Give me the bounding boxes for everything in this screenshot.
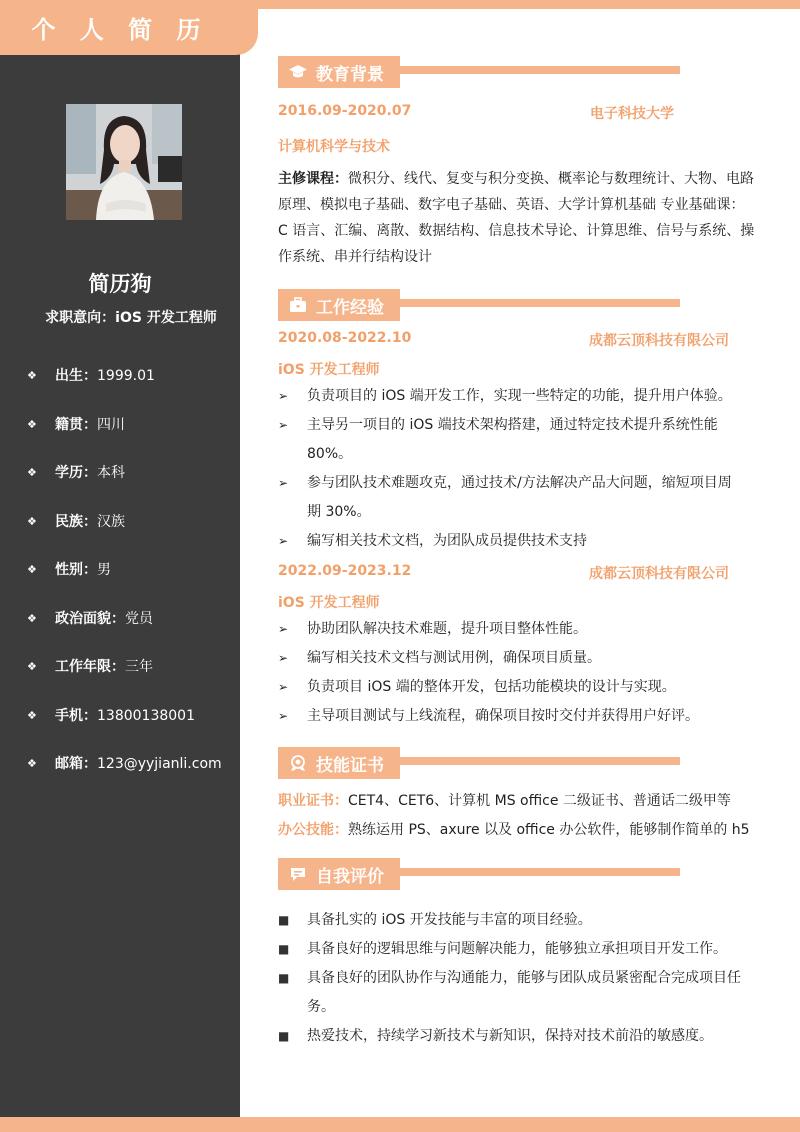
arrow-bullet-icon: ➢ [278, 418, 289, 432]
work-heading-pill [278, 289, 400, 321]
job-2-company: 成都云顶科技有限公司 [589, 566, 729, 582]
info-value: 1999.01 [97, 368, 155, 384]
evaluation-item [278, 935, 758, 964]
info-item [27, 706, 237, 755]
info-value: 三年 [125, 659, 153, 675]
award-icon [288, 754, 308, 772]
duty-line: 编写相关技术文档与测试用例，确保项目质量。 [307, 650, 601, 666]
duty-item [278, 382, 758, 411]
courses-line [278, 166, 768, 192]
diamond-bullet-icon: ❖ [27, 514, 37, 528]
evaluation-item [278, 1022, 758, 1051]
info-label: 政治面貌： [55, 610, 125, 627]
duty-line: 期 30%。 [307, 504, 371, 520]
arrow-bullet-icon: ➢ [278, 651, 289, 665]
duty-line: 主导项目测试与上线流程，确保项目按时交付并获得用户好评。 [307, 708, 699, 724]
square-bullet-icon: ■ [278, 913, 290, 927]
job-intent-label: 求职意向： [45, 310, 116, 326]
evaluation-text [307, 964, 741, 1022]
info-label: 民族： [55, 513, 97, 530]
diamond-bullet-icon: ❖ [27, 369, 37, 382]
duty-text [307, 469, 732, 527]
courses-label: 主修课程： [278, 171, 348, 187]
info-value: 汉族 [97, 513, 125, 530]
evaluation-line: 具备良好的团队协作与沟通能力，能够与团队成员紧密配合完成项目任 [307, 970, 741, 986]
duty-line: 编写相关技术文档，为团队成员提供技术支持 [307, 533, 587, 549]
duty-item [278, 673, 758, 702]
skills-heading-pill [278, 747, 400, 779]
duty-item [278, 469, 758, 527]
info-item [27, 609, 237, 658]
job-2-period: 2022.09-2023.12 [278, 563, 412, 579]
evaluation-list [278, 906, 758, 1051]
square-bullet-icon: ■ [278, 1029, 290, 1043]
info-item [27, 463, 237, 512]
arrow-bullet-icon: ➢ [278, 709, 289, 723]
duty-text [307, 673, 676, 702]
courses-line: C 语言、汇编、离散、数据结构、信息技术导论、计算思维、信号与系统、操 [278, 223, 755, 239]
bottom-accent-stripe [0, 1117, 800, 1132]
info-value: 本科 [97, 465, 125, 481]
info-value: 党员 [125, 610, 153, 627]
evaluation-line: 具备扎实的 iOS 开发技能与丰富的项目经验。 [307, 912, 592, 928]
info-item [27, 657, 237, 706]
job-2-role: iOS 开发工程师 [278, 595, 380, 611]
personal-info-list [27, 366, 237, 803]
evaluation-line: 热爱技术，持续学习新技术与新知识，保持对技术前沿的敏感度。 [307, 1028, 713, 1044]
info-label: 性别： [55, 562, 97, 578]
info-item [27, 754, 237, 803]
info-label: 出生： [55, 368, 97, 384]
evaluation-heading-pill [278, 858, 400, 890]
courses-line: 原理、模拟电子基础、数字电子基础、英语、大学计算机基础 专业基础课： [278, 197, 745, 213]
duty-item [278, 527, 758, 556]
office-value: 熟练运用 PS、axure 以及 office 办公软件，能够制作简单的 h5 [348, 822, 750, 838]
evaluation-text [307, 935, 727, 964]
candidate-name: 简历狗 [88, 272, 152, 296]
education-major: 计算机科学与技术 [278, 139, 390, 155]
education-heading: 教育背景 [316, 64, 384, 85]
info-item [27, 415, 237, 464]
briefcase-icon [288, 296, 308, 314]
evaluation-heading: 自我评价 [316, 866, 384, 887]
info-label: 籍贯： [55, 416, 97, 433]
diamond-bullet-icon: ❖ [27, 708, 37, 722]
arrow-bullet-icon: ➢ [278, 680, 289, 694]
profile-photo [66, 104, 182, 220]
info-label: 手机： [55, 707, 97, 724]
job-1-company: 成都云顶科技有限公司 [589, 333, 729, 349]
education-courses [278, 166, 768, 270]
duty-item [278, 411, 758, 469]
office-label: 办公技能： [278, 822, 348, 838]
arrow-bullet-icon: ➢ [278, 534, 289, 548]
cert-label: 职业证书： [278, 793, 348, 809]
square-bullet-icon: ■ [278, 971, 290, 985]
job-2-duties [278, 615, 758, 731]
graduation-cap-icon [288, 63, 308, 81]
diamond-bullet-icon: ❖ [27, 417, 37, 431]
job-intent-value: iOS 开发工程师 [115, 310, 217, 326]
evaluation-item [278, 906, 758, 935]
duty-item [278, 702, 758, 731]
duty-line: 协助团队解决技术难题，提升项目整体性能。 [307, 621, 587, 637]
evaluation-line: 务。 [307, 999, 335, 1015]
job-1-role: iOS 开发工程师 [278, 362, 380, 378]
info-value: 13800138001 [97, 707, 195, 724]
office-row [278, 817, 768, 843]
info-value: 123@yyjianli.com [97, 756, 222, 772]
square-bullet-icon: ■ [278, 942, 290, 956]
duty-item [278, 615, 758, 644]
duty-line: 80%。 [307, 446, 353, 462]
evaluation-text [307, 1022, 713, 1051]
diamond-bullet-icon: ❖ [27, 757, 37, 770]
skills-heading: 技能证书 [316, 755, 384, 776]
diamond-bullet-icon: ❖ [27, 611, 37, 625]
info-label: 邮箱： [55, 756, 97, 772]
arrow-bullet-icon: ➢ [278, 389, 289, 403]
work-heading: 工作经验 [316, 297, 384, 318]
evaluation-item [278, 964, 758, 1022]
courses-line-text: 微积分、线代、复变与积分变换、概率论与数理统计、大物、电路 [348, 171, 754, 187]
info-label: 学历： [55, 465, 97, 481]
duty-line: 负责项目的 iOS 端开发工作，实现一些特定的功能，提升用户体验。 [307, 388, 732, 404]
resume-title: 个 人 简 历 [0, 0, 258, 55]
evaluation-line: 具备良好的逻辑思维与问题解决能力，能够独立承担项目开发工作。 [307, 941, 727, 957]
info-label: 工作年限： [55, 659, 125, 675]
evaluation-text [307, 906, 592, 935]
duty-item [278, 644, 758, 673]
info-item [27, 366, 237, 415]
info-value: 男 [97, 562, 111, 578]
info-item [27, 560, 237, 609]
cert-row [278, 788, 768, 814]
duty-text [307, 382, 732, 411]
info-item [27, 512, 237, 561]
arrow-bullet-icon: ➢ [278, 622, 289, 636]
duty-text [307, 702, 699, 731]
job-intent [0, 307, 262, 327]
duty-line: 主导另一项目的 iOS 端技术架构搭建，通过特定技术提升系统性能 [307, 417, 718, 433]
comment-icon [288, 865, 308, 883]
duty-text [307, 411, 718, 469]
arrow-bullet-icon: ➢ [278, 476, 289, 490]
education-heading-pill [278, 56, 400, 88]
duty-text [307, 527, 587, 556]
duty-line: 负责项目 iOS 端的整体开发，包括功能模块的设计与实现。 [307, 679, 676, 695]
duty-line: 参与团队技术难题攻克，通过技术/方法解决产品大问题，缩短项目周 [307, 475, 732, 491]
education-school: 电子科技大学 [590, 106, 674, 122]
duty-text [307, 644, 601, 673]
info-value: 四川 [97, 416, 125, 433]
job-1-duties [278, 382, 758, 556]
job-1-period: 2020.08-2022.10 [278, 330, 412, 346]
diamond-bullet-icon: ❖ [27, 563, 37, 576]
duty-text [307, 615, 587, 644]
education-period: 2016.09-2020.07 [278, 103, 412, 119]
diamond-bullet-icon: ❖ [27, 660, 37, 673]
diamond-bullet-icon: ❖ [27, 466, 37, 479]
courses-line: 作系统、串并行结构设计 [278, 249, 432, 265]
cert-value: CET4、CET6、计算机 MS office 二级证书、普通话二级甲等 [348, 793, 731, 809]
